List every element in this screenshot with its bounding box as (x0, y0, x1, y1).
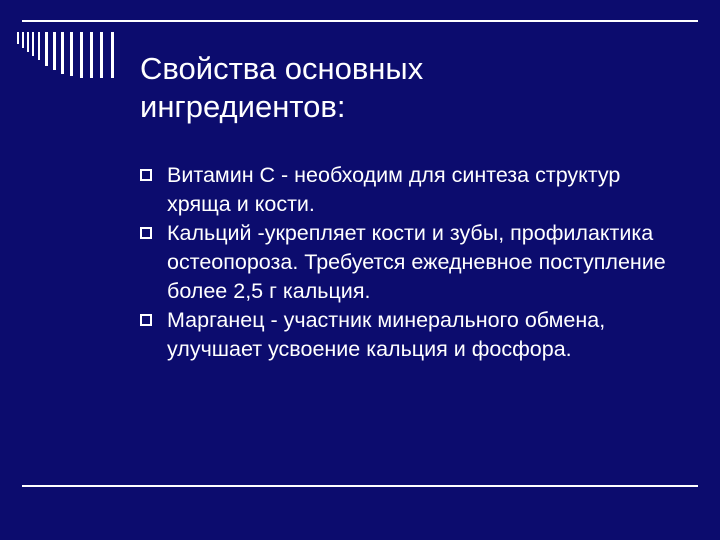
bullet-text: Кальций -укрепляет кости и зубы, профилактика остеопороза. Требуется ежедневное поступление более 2,5 г кальция. (167, 221, 666, 303)
slide-title-line-2: ингредиентов: (140, 89, 346, 124)
bottom-divider-line (22, 485, 698, 487)
slide-title (140, 50, 700, 126)
decorative-stripes (0, 0, 130, 90)
bullet-text: Витамин С - необходим для синтеза структур хряща и кости. (167, 163, 621, 216)
slide-title-line-1: Свойства основных (140, 51, 424, 86)
hollow-square-bullet-icon (140, 314, 152, 326)
bullet-list (140, 161, 680, 364)
bullet-item-manganese (140, 306, 680, 364)
bullet-item-calcium (140, 219, 680, 306)
bullet-item-vitamin-c (140, 161, 680, 219)
hollow-square-bullet-icon (140, 227, 152, 239)
bullet-text: Марганец - участник минерального обмена, улучшает усвоение кальция и фосфора. (167, 308, 606, 361)
hollow-square-bullet-icon (140, 169, 152, 181)
